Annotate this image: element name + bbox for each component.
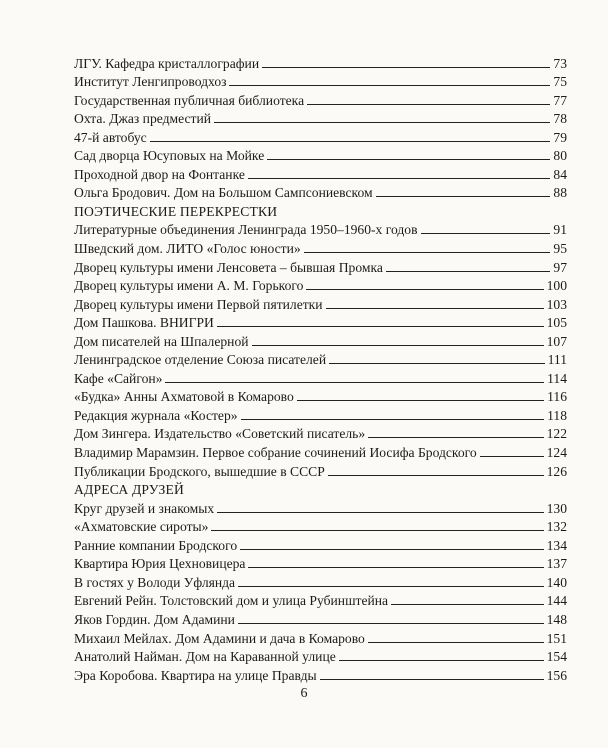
entry-title: ЛГУ. Кафедра кристаллографии (74, 55, 260, 71)
entry-page-number: 144 (546, 593, 567, 609)
entry-title: Дом Зингера. Издательство «Советский писатель» (74, 426, 366, 442)
toc-entry (74, 404, 567, 423)
toc-entry (74, 256, 567, 275)
entry-title: Владимир Марамзин. Первое собрание сочинений Иосифа Бродского (74, 445, 477, 461)
toc-entry (74, 664, 567, 683)
leader-line (421, 233, 551, 234)
leader-line (165, 382, 544, 383)
entry-title: Шведский дом. ЛИТО «Голос юности» (74, 241, 301, 257)
toc-entry (74, 237, 567, 256)
entry-title: Охта. Джаз предместий (74, 111, 212, 127)
toc-section-heading (74, 479, 567, 498)
entry-title: Редакция журнала «Костер» (74, 407, 238, 423)
leader-line (326, 308, 544, 309)
entry-title: Сад дворца Юсуповых на Мойке (74, 148, 265, 164)
toc-entry (74, 571, 567, 590)
entry-title: Дом Пашкова. ВНИГРИ (74, 315, 214, 331)
leader-line (391, 604, 544, 605)
entry-title: Ленинградское отделение Союза писателей (74, 352, 327, 368)
entry-page-number: 156 (546, 667, 567, 683)
table-of-contents (74, 52, 567, 683)
leader-line (248, 567, 543, 568)
toc-entry (74, 497, 567, 516)
entry-page-number: 95 (553, 241, 567, 257)
entry-title: «Ахматовские сироты» (74, 519, 209, 535)
entry-page-number: 148 (546, 611, 567, 627)
toc-entry (74, 534, 567, 553)
entry-page-number: 73 (553, 55, 567, 71)
toc-entry (74, 182, 567, 201)
leader-line (386, 271, 551, 272)
leader-line (297, 400, 544, 401)
toc-entry (74, 627, 567, 646)
entry-title: Дворец культуры имени А. М. Горького (74, 278, 304, 294)
entry-title: Квартира Юрия Цехновицера (74, 556, 246, 572)
entry-title: Дворец культуры имени Первой пятилетки (74, 296, 323, 312)
toc-entry (74, 108, 567, 127)
entry-page-number: 130 (546, 500, 567, 516)
leader-line (238, 586, 544, 587)
entry-page-number: 88 (553, 185, 567, 201)
entry-title: Яков Гордин. Дом Адамини (74, 611, 235, 627)
entry-title: Институт Ленгипроводхоз (74, 74, 227, 90)
entry-page-number: 103 (546, 296, 567, 312)
leader-line (240, 549, 543, 550)
entry-page-number: 154 (546, 649, 567, 665)
leader-line (238, 623, 544, 624)
leader-line (307, 104, 550, 105)
entry-title: Государственная публичная библиотека (74, 92, 305, 108)
leader-line (229, 85, 550, 86)
entry-page-number: 132 (546, 519, 567, 535)
leader-line (262, 67, 550, 68)
entry-title: Евгений Рейн. Толстовский дом и улица Рубинштейна (74, 593, 389, 609)
entry-title: Дворец культуры имени Ленсовета – бывшая Промка (74, 259, 383, 275)
entry-title: 47-й автобус (74, 129, 147, 145)
toc-entry (74, 52, 567, 71)
toc-entry (74, 646, 567, 665)
leader-line (368, 437, 543, 438)
entry-title: В гостях у Володи Уфлянда (74, 574, 236, 590)
leader-line (217, 512, 543, 513)
leader-line (368, 642, 544, 643)
toc-entry (74, 367, 567, 386)
leader-line (150, 141, 551, 142)
toc-entry (74, 145, 567, 164)
entry-page-number: 151 (546, 630, 567, 646)
leader-line (248, 178, 551, 179)
entry-title: «Будка» Анны Ахматовой в Комарово (74, 389, 294, 405)
entry-page-number: 91 (553, 222, 567, 238)
toc-entry (74, 293, 567, 312)
toc-entry (74, 89, 567, 108)
entry-page-number: 79 (553, 129, 567, 145)
entry-title: Ольга Бродович. Дом на Большом Сампсониевском (74, 185, 373, 201)
toc-entry (74, 330, 567, 349)
entry-page-number: 140 (546, 574, 567, 590)
leader-line (267, 159, 550, 160)
leader-line (252, 345, 544, 346)
entry-title: Круг друзей и знакомых (74, 500, 215, 516)
leader-line (480, 456, 544, 457)
entry-page-number: 105 (546, 315, 567, 331)
leader-line (329, 363, 545, 364)
entry-page-number: 100 (546, 278, 567, 294)
leader-line (320, 679, 544, 680)
page-number: 6 (300, 686, 308, 701)
entry-title: Публикации Бродского, вышедшие в СССР (74, 463, 325, 479)
entry-page-number: 124 (546, 445, 567, 461)
toc-entry (74, 71, 567, 90)
toc-entry (74, 553, 567, 572)
leader-line (339, 660, 544, 661)
entry-page-number: 114 (547, 370, 567, 386)
entry-page-number: 111 (547, 352, 567, 368)
toc-entry (74, 423, 567, 442)
entry-page-number: 107 (546, 333, 567, 349)
entry-page-number: 84 (553, 166, 567, 182)
leader-line (241, 419, 545, 420)
toc-entry (74, 516, 567, 535)
entry-title: Литературные объединения Ленинграда 1950–1960-х годов (74, 222, 418, 238)
leader-line (214, 122, 550, 123)
entry-page-number: 77 (553, 92, 567, 108)
leader-line (211, 530, 543, 531)
entry-page-number: 116 (547, 389, 567, 405)
entry-title: Ранние компании Бродского (74, 537, 238, 553)
entry-title: Дом писателей на Шпалерной (74, 333, 249, 349)
entry-page-number: 78 (553, 111, 567, 127)
toc-entry (74, 590, 567, 609)
toc-entry (74, 441, 567, 460)
entry-title: Проходной двор на Фонтанке (74, 166, 245, 182)
section-title: АДРЕСА ДРУЗЕЙ (74, 482, 185, 498)
toc-entry (74, 163, 567, 182)
toc-entry (74, 275, 567, 294)
toc-entry (74, 386, 567, 405)
entry-page-number: 126 (546, 463, 567, 479)
entry-page-number: 97 (553, 259, 567, 275)
toc-entry (74, 608, 567, 627)
toc-entry (74, 219, 567, 238)
toc-entry (74, 312, 567, 331)
entry-title: Михаил Мейлах. Дом Адамини и дача в Комарово (74, 630, 365, 646)
entry-page-number: 122 (546, 426, 567, 442)
leader-line (217, 326, 544, 327)
entry-title: Анатолий Найман. Дом на Караванной улице (74, 649, 336, 665)
entry-page-number: 118 (547, 407, 567, 423)
toc-entry (74, 126, 567, 145)
entry-title: Эра Коробова. Квартира на улице Правды (74, 667, 317, 683)
entry-page-number: 75 (553, 74, 567, 90)
leader-line (306, 289, 543, 290)
entry-page-number: 137 (546, 556, 567, 572)
section-title: ПОЭТИЧЕСКИЕ ПЕРЕКРЕСТКИ (74, 203, 278, 219)
toc-entry (74, 460, 567, 479)
toc-section-heading (74, 200, 567, 219)
entry-page-number: 134 (546, 537, 567, 553)
leader-line (376, 196, 551, 197)
leader-line (304, 252, 551, 253)
entry-page-number: 80 (553, 148, 567, 164)
leader-line (328, 475, 544, 476)
entry-title: Кафе «Сайгон» (74, 370, 163, 386)
toc-entry (74, 349, 567, 368)
